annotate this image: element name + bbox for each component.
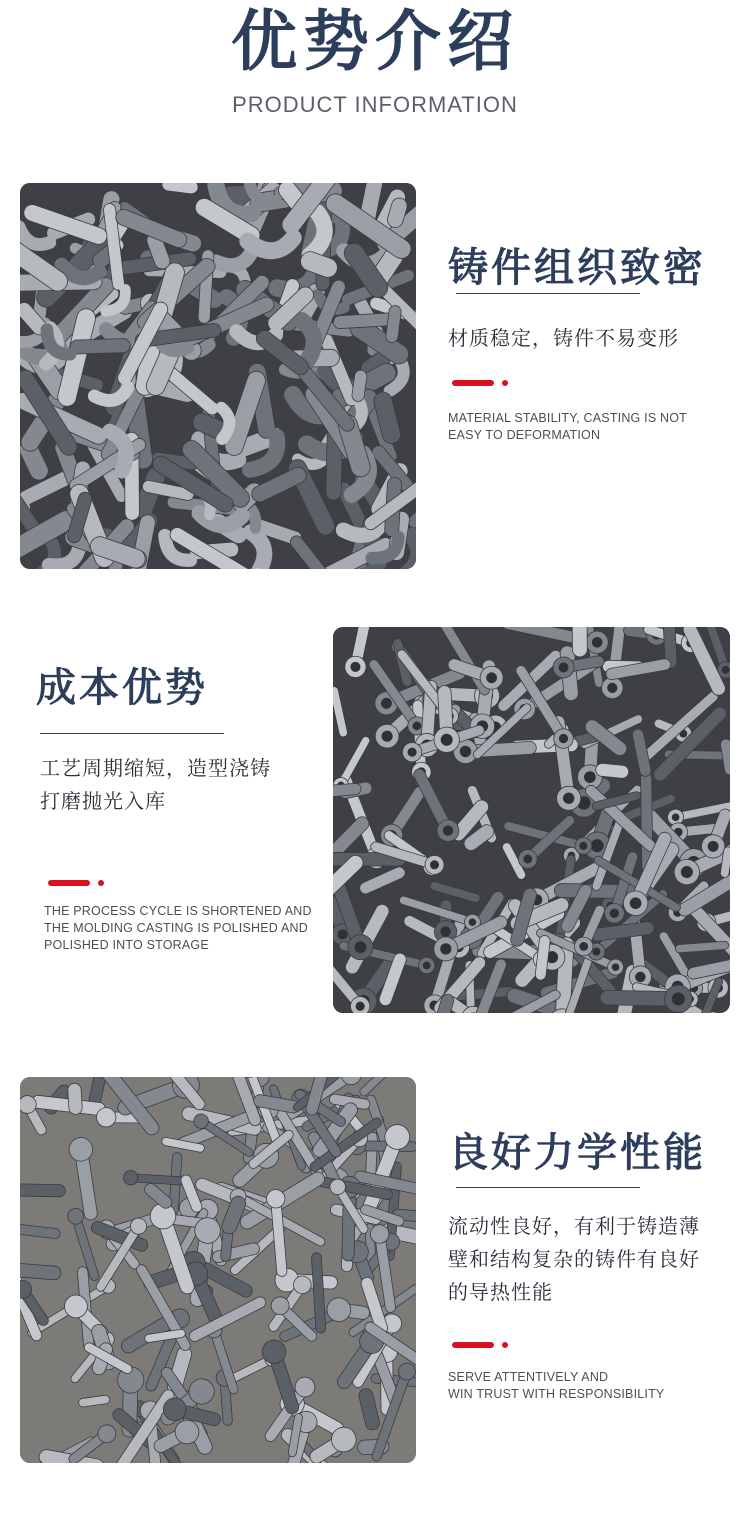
- section-english-caption: MATERIAL STABILITY, CASTING IS NOT EASY TO DEFORMATION: [448, 411, 688, 442]
- section-divider: [456, 1187, 640, 1188]
- section-divider: [40, 733, 224, 734]
- section-description: 材质稳定，铸件不易变形: [448, 326, 679, 350]
- section-heading: 良好力学性能: [448, 1130, 706, 1176]
- red-accent-marker: [452, 380, 512, 386]
- section-english-caption: SERVE ATTENTIVELY AND WIN TRUST WITH RESPONSIBILITY: [448, 1370, 665, 1401]
- red-accent-marker: [48, 880, 108, 886]
- section-description: 流动性良好，有利于铸造薄 壁和结构复杂的铸件有良好 的导热性能: [448, 1214, 700, 1304]
- section-heading: 成本优势: [36, 665, 208, 711]
- section-divider: [456, 293, 640, 294]
- section-heading: 铸件组织致密: [448, 245, 706, 291]
- page-title: 优势介绍: [231, 3, 519, 80]
- castings-photo-levers: [333, 627, 730, 1013]
- castings-photo-bolts: [20, 1077, 416, 1463]
- castings-photo-hooks: [20, 183, 416, 569]
- page-subtitle: PRODUCT INFORMATION: [232, 92, 518, 117]
- section-description: 工艺周期缩短，造型浇铸 打磨抛光入库: [40, 756, 271, 813]
- red-accent-marker: [452, 1342, 512, 1348]
- section-english-caption: THE PROCESS CYCLE IS SHORTENED AND THE MOLDING CASTING IS POLISHED AND POLISHED INTO STORAGE: [44, 904, 312, 952]
